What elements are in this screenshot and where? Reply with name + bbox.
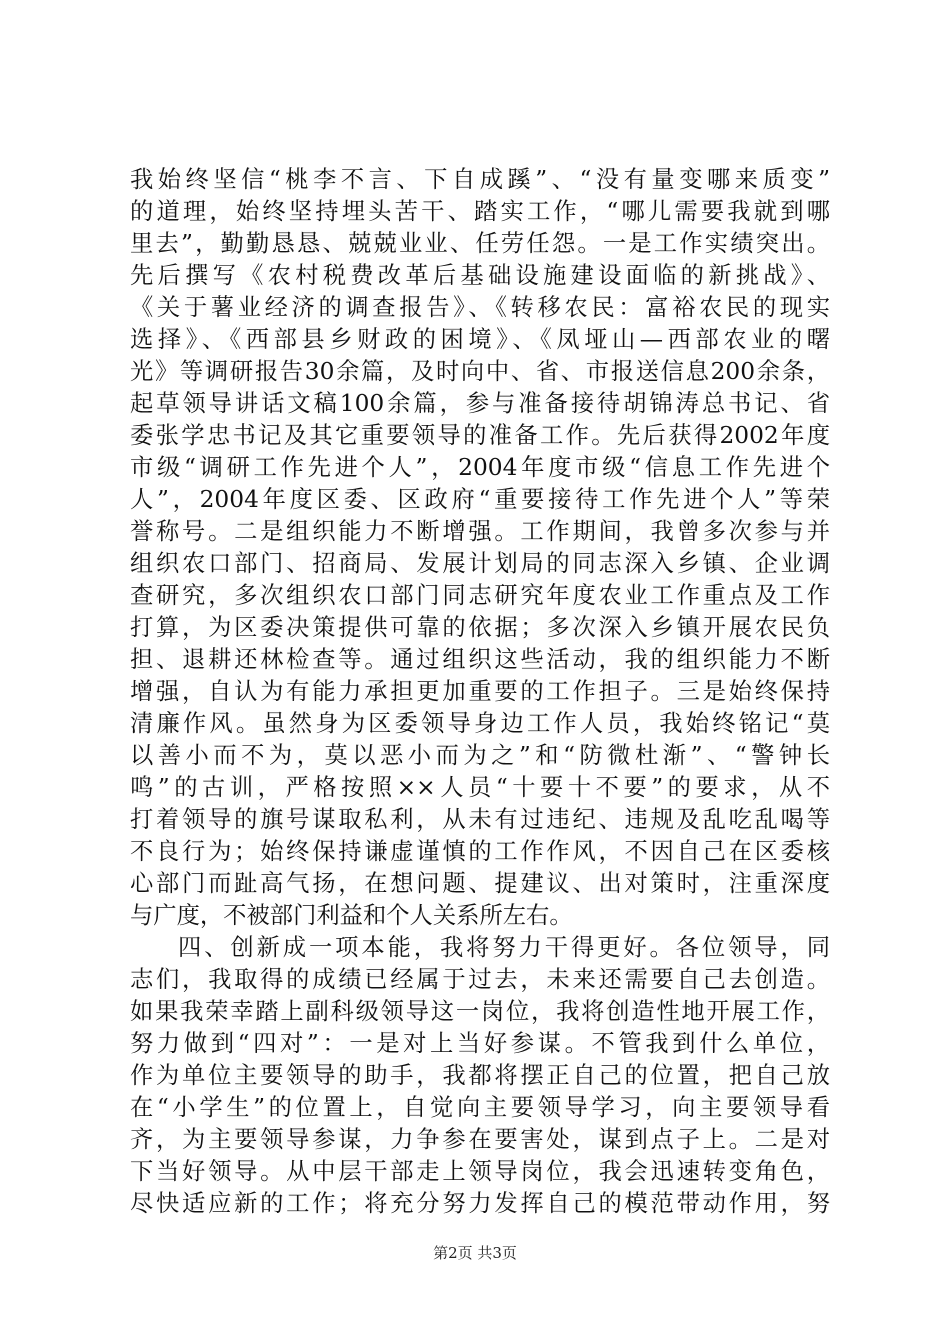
text-line: 我始终坚信“桃李不言、下自成蹊”、“没有量变哪来质变” [130, 166, 830, 193]
text-line: 不良行为；始终保持谦虚谨慎的工作作风，不因自己在区委核 [130, 838, 830, 865]
text-line: 清廉作风。虽然身为区委领导身边工作人员，我始终铭记“莫 [130, 710, 830, 737]
text-line: 的道理，始终坚持埋头苦干、踏实工作，“哪儿需要我就到哪 [130, 198, 830, 225]
text-line: 誉称号。二是组织能力不断增强。工作期间，我曾多次参与并 [130, 518, 830, 545]
text-line: 光》等调研报告30余篇，及时向中、省、市报送信息200余条， [130, 358, 830, 385]
text-line: 鸣”的古训，严格按照××人员“十要十不要”的要求，从不 [130, 774, 830, 801]
text-line: 委张学忠书记及其它重要领导的准备工作。先后获得2002年度 [130, 422, 830, 449]
text-line: 查研究，多次组织农口部门同志研究年度农业工作重点及工作 [130, 582, 830, 609]
text-line: 打着领导的旗号谋取私利，从未有过违纪、违规及乱吃乱喝等 [130, 806, 830, 833]
page-footer [0, 1243, 950, 1263]
text-line: 在“小学生”的位置上，自觉向主要领导学习，向主要领导看 [130, 1094, 830, 1121]
body-text [130, 164, 830, 1220]
text-line: 努力做到“四对”：一是对上当好参谋。不管我到什么单位， [130, 1030, 830, 1057]
text-line: 先后撰写《农村税费改革后基础设施建设面临的新挑战》、 [130, 262, 830, 289]
text-line: 作为单位主要领导的助手，我都将摆正自己的位置，把自己放 [130, 1062, 830, 1089]
text-line: 里去”，勤勤恳恳、兢兢业业、任劳任怨。一是工作实绩突出。 [130, 230, 830, 257]
text-line: 志们，我取得的成绩已经属于过去，未来还需要自己去创造。 [130, 966, 830, 993]
paragraph-start-line: 四、创新成一项本能，我将努力干得更好。各位领导，同 [178, 934, 830, 961]
text-line: 市级“调研工作先进个人”，2004年度市级“信息工作先进个 [130, 454, 830, 481]
text-line: 担、退耕还林检查等。通过组织这些活动，我的组织能力不断 [130, 646, 830, 673]
text-line: 与广度，不被部门利益和个人关系所左右。 [130, 902, 573, 929]
text-line: 人”，2004年度区委、区政府“重要接待工作先进个人”等荣 [130, 486, 830, 513]
text-line: 下当好领导。从中层干部走上领导岗位，我会迅速转变角色， [130, 1158, 830, 1185]
text-line: 尽快适应新的工作；将充分努力发挥自己的模范带动作用，努 [130, 1190, 830, 1217]
text-line: 《关于薯业经济的调查报告》、《转移农民：富裕农民的现实 [130, 294, 830, 321]
text-line: 以善小而不为，莫以恶小而为之”和“防微杜渐”、“警钟长 [130, 742, 830, 769]
text-line: 组织农口部门、招商局、发展计划局的同志深入乡镇、企业调 [130, 550, 830, 577]
page-number-label: 第2页 共3页 [433, 1244, 517, 1262]
text-line: 选择》、《西部县乡财政的困境》、《凤垭山—西部农业的曙 [130, 326, 830, 353]
text-line: 打算，为区委决策提供可靠的依据；多次深入乡镇开展农民负 [130, 614, 830, 641]
text-line: 起草领导讲话文稿100余篇，参与准备接待胡锦涛总书记、省 [130, 390, 830, 417]
text-line: 增强，自认为有能力承担更加重要的工作担子。三是始终保持 [130, 678, 830, 705]
text-line: 如果我荣幸踏上副科级领导这一岗位，我将创造性地开展工作， [130, 998, 830, 1025]
text-line: 齐，为主要领导参谋，力争参在要害处，谋到点子上。二是对 [130, 1126, 830, 1153]
text-line: 心部门而趾高气扬，在想问题、提建议、出对策时，注重深度 [130, 870, 830, 897]
